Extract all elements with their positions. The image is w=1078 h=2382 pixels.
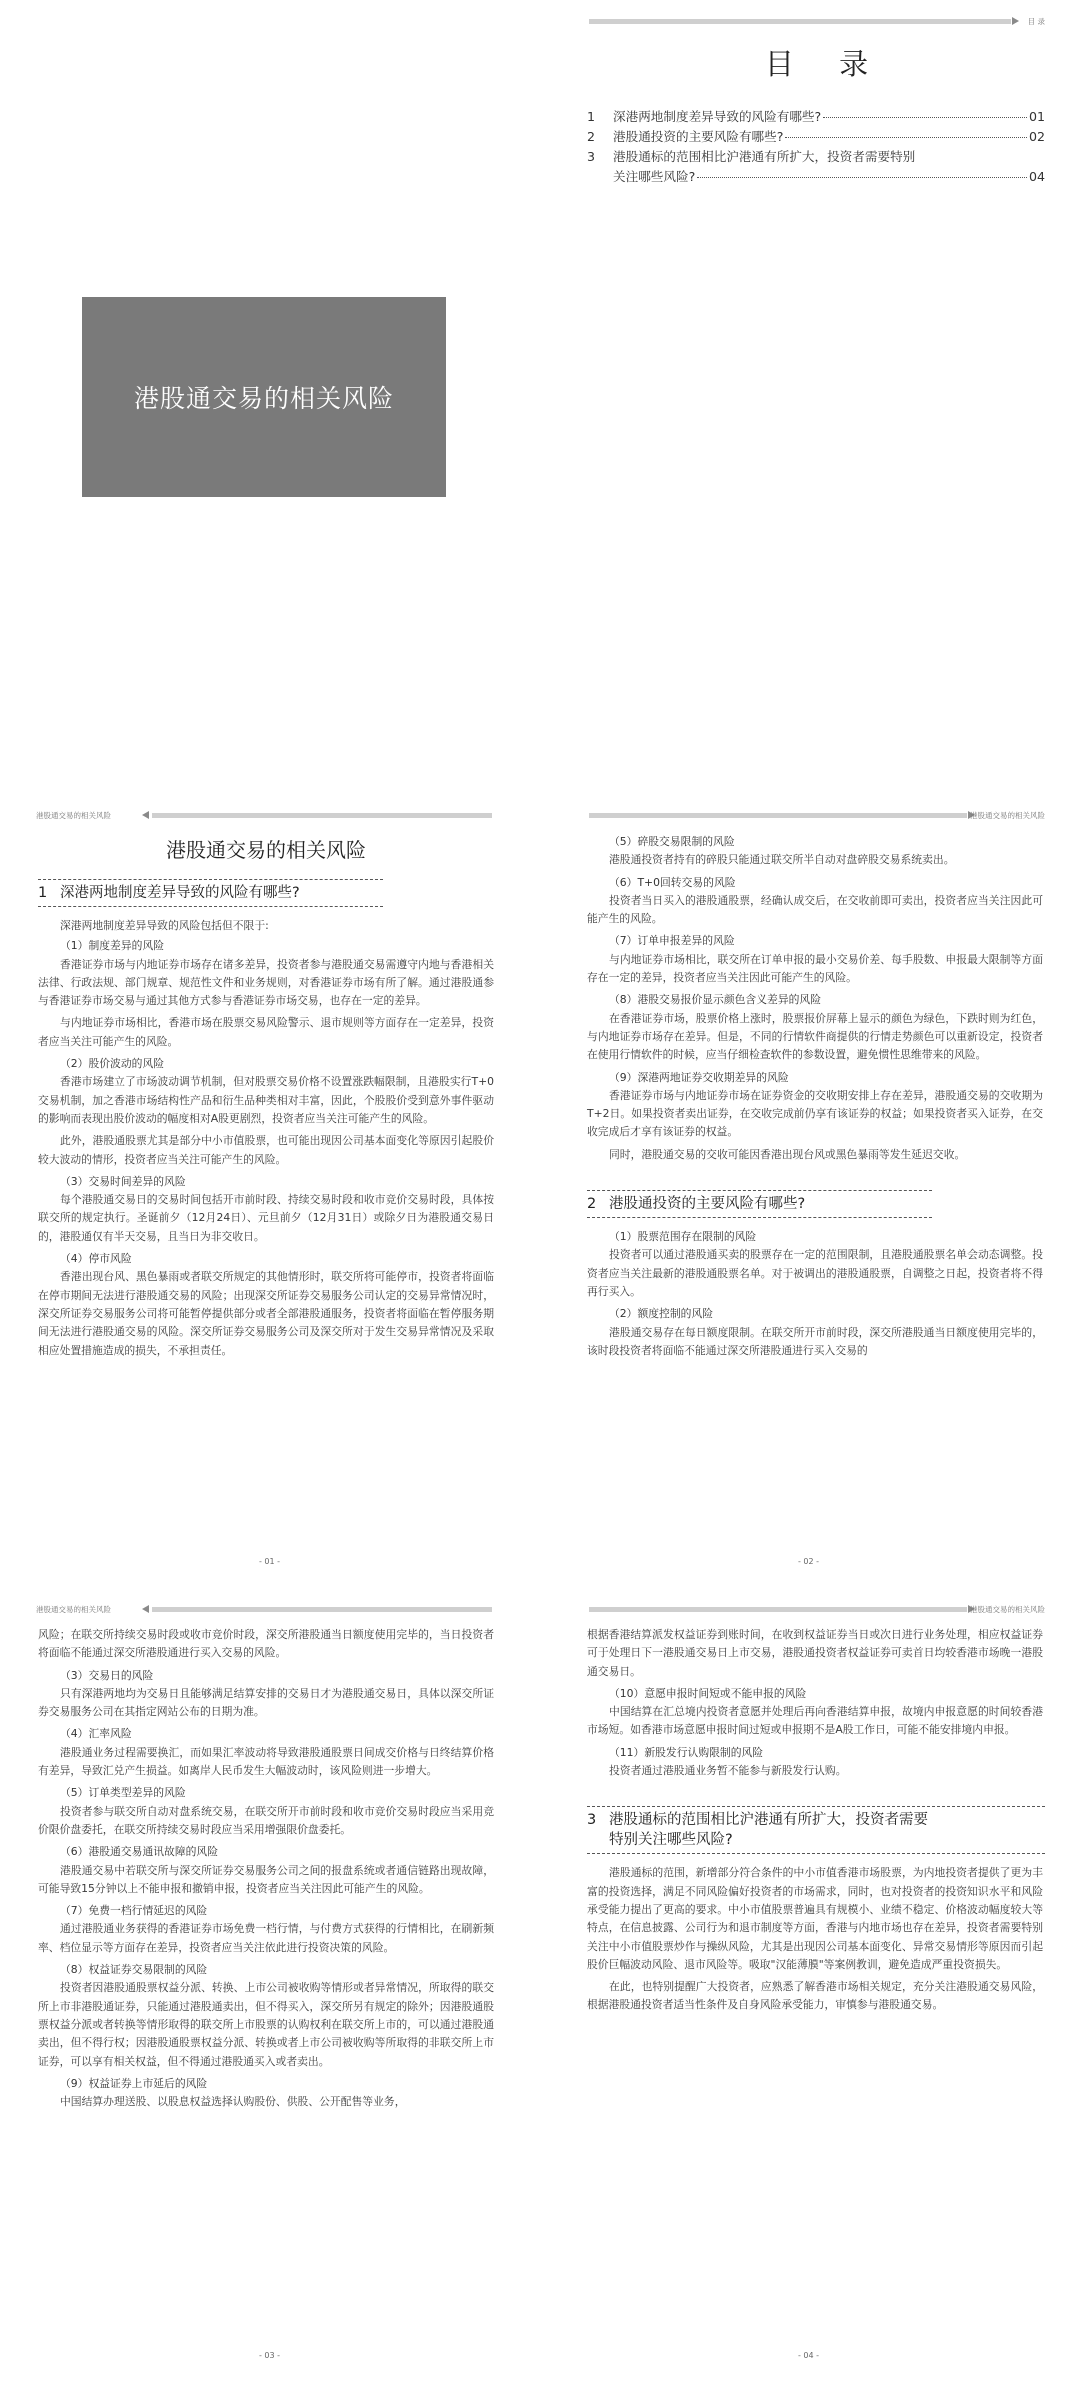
- section-title-cont: 特别关注哪些风险?: [609, 1832, 733, 1849]
- section-heading: [587, 1806, 1043, 1854]
- paragraph: 中国结算办理送股、以股息权益选择认购股份、供股、公开配售等业务，: [60, 2095, 406, 2109]
- header-label: 港股通交易的相关风险: [36, 811, 111, 820]
- section-heading: [38, 879, 494, 907]
- cover-page: [0, 0, 539, 794]
- paragraph: 投资者因港股通股票权益分派、转换、上市公司被收购等情形或者异常情况，所取得的联交所上市非港股通证券，只能通过港股通卖出，但不得买入，深交所另有规定的除外；因港股通股票权益分派或者转换等情形取得的联交所上市股票的认购权利在联交所上市的，可以通过港股通卖出，但不得行权；因港股通股票权益分派、转换或者上市公司被收购等所取得的非联交所上市证券，可以享有相关权益，但不得通过港股通买入或者卖出。: [38, 1981, 494, 2068]
- toc-item[interactable]: [587, 127, 1045, 147]
- section-title: 港股通投资的主要风险有哪些?: [609, 1196, 806, 1213]
- section-number: 1: [38, 885, 48, 901]
- page-header: [589, 1604, 1045, 1614]
- paragraph: 投资者可以通过港股通买卖的股票存在一定的范围限制，且港股通股票名单会动态调整。投资者应当关注最新的港股通股票名单。对于被调出的港股通股票，自调整之日起，投资者将不得再行买入。: [587, 1248, 1043, 1298]
- toc-list: [587, 107, 1045, 187]
- subheading: （8）港股交易报价显示颜色含义差异的风险: [609, 993, 822, 1007]
- paragraph: 港股通交易存在每日额度限制。在联交所开市前时段，深交所港股通当日额度使用完毕的，该时段投资者将面临不能通过深交所港股通进行买入交易的: [587, 1325, 1043, 1357]
- subheading: （8）权益证券交易限制的风险: [60, 1963, 208, 1977]
- header-label: 目 录: [1027, 17, 1045, 26]
- subheading: （5）订单类型差异的风险: [60, 1786, 186, 1800]
- header-bar: [152, 813, 492, 818]
- header-chevron-icon: [142, 1605, 149, 1613]
- paragraph: 通过港股通业务获得的香港证券市场免费一档行情，与付费方式获得的行情相比，在刷新频率、档位显示等方面存在差异，投资者应当关注依此进行投资决策的风险。: [38, 1922, 494, 1954]
- paragraph: 只有深港两地均为交易日且能够满足结算安排的交易日才为港股通交易日，具体以深交所证券交易服务公司在其指定网站公布的日期为准。: [38, 1686, 494, 1719]
- paragraph: 与内地证券市场相比，香港市场在股票交易风险警示、退市规则等方面存在一定差异，投资者应当关注可能产生的风险。: [38, 1016, 494, 1048]
- paragraph: 港股通交易中若联交所与深交所证券交易服务公司之间的报盘系统或者通信链路出现故障，可能导致15分钟以上不能申报和撤销申报，投资者应当关注因此可能产生的风险。: [38, 1863, 494, 1895]
- subheading: （11）新股发行认购限制的风险: [609, 1745, 764, 1759]
- page-header: [36, 1604, 492, 1614]
- document-title: 港股通交易的相关风险: [166, 838, 366, 862]
- subheading: （7）免费一档行情延迟的风险: [60, 1904, 208, 1918]
- subheading: （3）交易时间差异的风险: [60, 1174, 186, 1188]
- paragraph: 香港出现台风、黑色暴雨或者联交所规定的其他情形时，联交所将可能停市，投资者将面临在停市期间无法进行港股通交易的风险；出现深交所证券交易服务公司认定的交易异常情况时，深交所证券交易服务公司将可能暂停提供部分或者全部港股通服务，投资者将面临在暂停服务期间无法进行港股通交易的风险。深交所证券交易服务公司及深交所对于发生交易异常情况及采取相应处置措施造成的损失，不承担责任。: [38, 1270, 494, 1357]
- page-04: [539, 1588, 1078, 2382]
- paragraph: 中国结算在汇总境内投资者意愿并处理后再向香港结算申报，故境内申报意愿的时间较香港市场短。如香港市场意愿申报时间过短或申报期不是A股工作日，可能不能安排境内申报。: [587, 1705, 1043, 1737]
- cover-title-box: [82, 297, 446, 497]
- subheading: （9）深港两地证券交收期差异的风险: [609, 1070, 789, 1084]
- toc-item-number: 3: [587, 149, 596, 164]
- section-title: 港股通标的范围相比沪港通有所扩大，投资者需要: [609, 1812, 928, 1829]
- page-number: - 03 -: [258, 2351, 281, 2360]
- toc-item-number: 2: [587, 129, 596, 144]
- toc-leader: [697, 177, 1027, 178]
- page-header: [589, 16, 1045, 26]
- toc-item-text: 深港两地制度差异导致的风险有哪些?: [613, 109, 822, 124]
- paragraph: 根据香港结算派发权益证券到账时间，在收到权益证券当日或次日进行业务处理，相应权益证券可于处理日下一港股通交易日上市交易，港股通投资者权益证券可卖首日均较香港市场晚一港股通交易日。: [587, 1628, 1043, 1678]
- toc-page: [539, 0, 1078, 794]
- header-label: 港股通交易的相关风险: [970, 1605, 1045, 1614]
- toc-item-text-cont: 关注哪些风险?: [613, 169, 696, 184]
- paragraph: 港股通标的范围，新增部分符合条件的中小市值香港市场股票，为内地投资者提供了更为丰富的投资选择，满足不同风险偏好投资者的市场需求，同时，也对投资者的投资知识水平和风险承受能力提出了更高的要求。中小市值股票普遍具有规模小、业绩不稳定、价格波动幅度较大等特点，在信息披露、公司行为和退市制度等方面，香港与内地市场也存在差异，投资者需要特别关注中小市值股票炒作与操纵风险，尤其是出现因公司基本面变化、异常交易情形等原因而引起股价巨幅波动风险、退市风险等。吸取"汉能薄膜"等案例教训，避免造成严重投资损失。: [587, 1866, 1043, 1971]
- paragraph: 投资者通过港股通业务暂不能参与新股发行认购。: [609, 1764, 847, 1778]
- header-bar: [152, 1607, 492, 1612]
- page-01: [0, 794, 539, 1588]
- toc-leader: [823, 117, 1027, 118]
- subheading: （9）权益证券上市延后的风险: [60, 2076, 208, 2090]
- page-body: [38, 832, 494, 1364]
- header-bar: [589, 19, 1011, 24]
- header-bar: [589, 813, 967, 818]
- page-number: - 01 -: [258, 1557, 281, 1566]
- page-header: [36, 810, 492, 820]
- subheading: （7）订单申报差异的风险: [609, 934, 735, 948]
- paragraph: 此外，港股通股票尤其是部分中小市值股票，也可能出现因公司基本面变化等原因引起股价较大波动的情形，投资者应当关注可能产生的风险。: [38, 1134, 494, 1166]
- paragraph: 与内地证券市场相比，联交所在订单申报的最小交易价差、每手股数、申报最大限制等方面存在一定的差异，投资者应当关注因此可能产生的风险。: [587, 952, 1043, 985]
- page-header: [589, 810, 1045, 820]
- paragraph: 香港市场建立了市场波动调节机制，但对股票交易价格不设置涨跌幅限制，且港股实行T+0交易机制，加之香港市场结构性产品和衍生品种类相对丰富，因此，个股股价受到意外事件驱动的影响而表现出股价波动的幅度相对A股更剧烈，投资者应当关注可能产生的风险。: [38, 1075, 494, 1125]
- toc-item-page: 01: [1028, 109, 1045, 124]
- toc-item[interactable]: [587, 147, 1045, 187]
- toc-item-page: 02: [1028, 129, 1045, 144]
- subheading: （6）T+0回转交易的风险: [609, 875, 736, 889]
- page-number: - 04 -: [797, 2351, 820, 2360]
- page-body: [587, 1626, 1043, 2019]
- header-bar: [589, 1607, 967, 1612]
- paragraph: 港股通业务过程需要换汇，而如果汇率波动将导致港股通股票日间成交价格与日终结算价格有差异，导致汇兑产生损益。如离岸人民币发生大幅波动时，该风险则进一步增大。: [38, 1745, 494, 1778]
- page-body: [38, 1626, 494, 2115]
- paragraph: 港股通投资者持有的碎股只能通过联交所半自动对盘碎股交易系统卖出。: [609, 853, 955, 867]
- page-number: - 02 -: [797, 1557, 820, 1566]
- header-label: 港股通交易的相关风险: [970, 811, 1045, 820]
- subheading: （5）碎股交易限制的风险: [609, 835, 735, 848]
- header-chevron-icon: [1012, 17, 1019, 25]
- toc-item-page: 04: [1028, 169, 1045, 184]
- paragraph: 投资者参与联交所自动对盘系统交易，在联交所开市前时段和收市竞价交易时段应当采用竞价限价盘委托，在联交所持续交易时段应当采用增强限价盘委托。: [38, 1804, 494, 1836]
- paragraph: 每个港股通交易日的交易时间包括开市前时段、持续交易时段和收市竞价交易时段，具体按联交所的规定执行。圣诞前夕（12月24日）、元旦前夕（12月31日）或除夕日为港股通交易日的，港股通仅有半天交易，且当日为非交收日。: [38, 1193, 494, 1243]
- paragraph: 投资者当日买入的港股通股票，经确认成交后，在交收前即可卖出，投资者应当关注因此可能产生的风险。: [587, 893, 1043, 926]
- subheading: （2）额度控制的风险: [609, 1307, 714, 1321]
- cover-title: 港股通交易的相关风险: [133, 384, 394, 413]
- paragraph: 深港两地制度差异导致的风险包括但不限于:: [60, 919, 269, 932]
- paragraph: 在此，也特别提醒广大投资者，应熟悉了解香港市场相关规定，充分关注港股通交易风险，根据港股通投资者适当性条件及自身风险承受能力，审慎参与港股通交易。: [587, 1980, 1043, 2012]
- header-chevron-icon: [142, 811, 149, 819]
- section-title: 深港两地制度差异导致的风险有哪些?: [60, 885, 300, 901]
- toc-item-text: 港股通标的范围相比沪港通有所扩大，投资者需要特别: [613, 149, 916, 164]
- header-label: 港股通交易的相关风险: [36, 1605, 111, 1614]
- paragraph: 香港证券市场与内地证券市场在证券资金的交收期安排上存在差异，港股通交易的交收期为T+2日。如果投资者卖出证券，在交收完成前仍享有该证券的权益；如果投资者买入证券，在交收完成后才享有该证券的权益。: [587, 1088, 1043, 1139]
- paragraph: 同时，港股通交易的交收可能因香港出现台风或黑色暴雨等发生延迟交收。: [609, 1147, 966, 1161]
- subheading: （10）意愿申报时间短或不能申报的风险: [609, 1686, 807, 1700]
- paragraph: 在香港证券市场，股票价格上涨时，股票报价屏幕上显示的颜色为绿色，下跌时则为红色，与内地证券市场存在差异。但是，不同的行情软件商提供的行情走势颜色可以重新设定，投资者在使用行情软件的时候，应当仔细检查软件的参数设置，避免惯性思维带来的风险。: [587, 1011, 1043, 1062]
- section-number: 3: [587, 1812, 597, 1829]
- subheading: （4）停市风险: [60, 1252, 132, 1266]
- toc-title: 目 录: [764, 47, 887, 81]
- section-number: 2: [587, 1196, 597, 1213]
- section-heading: [587, 1190, 1043, 1218]
- subheading: （3）交易日的风险: [60, 1668, 154, 1682]
- toc-leader: [785, 137, 1027, 138]
- page-02: [539, 794, 1078, 1588]
- toc-item-text: 港股通投资的主要风险有哪些?: [613, 129, 784, 144]
- toc-item[interactable]: [587, 107, 1045, 127]
- subheading: （6）港股通交易通讯故障的风险: [60, 1845, 219, 1859]
- toc-item-number: 1: [587, 109, 596, 124]
- subheading: （1）制度差异的风险: [60, 939, 165, 953]
- paragraph: 香港证券市场与内地证券市场存在诸多差异，投资者参与港股通交易需遵守内地与香港相关法律、行政法规、部门规章、规范性文件和业务规则，对香港证券市场有所了解。通过港股通参与香港证券市场交易与通过其他方式参与香港证券市场交易，也存在一定的差异。: [38, 957, 494, 1008]
- subheading: （1）股票范围存在限制的风险: [609, 1230, 757, 1244]
- paragraph: 风险；在联交所持续交易时段或收市竞价时段，深交所港股通当日额度使用完毕的，当日投资者将面临不能通过深交所港股通进行买入交易的风险。: [38, 1628, 494, 1660]
- subheading: （2）股价波动的风险: [60, 1057, 165, 1071]
- page-body: [587, 832, 1043, 1364]
- page-03: [0, 1588, 539, 2382]
- subheading: （4）汇率风险: [60, 1727, 132, 1741]
